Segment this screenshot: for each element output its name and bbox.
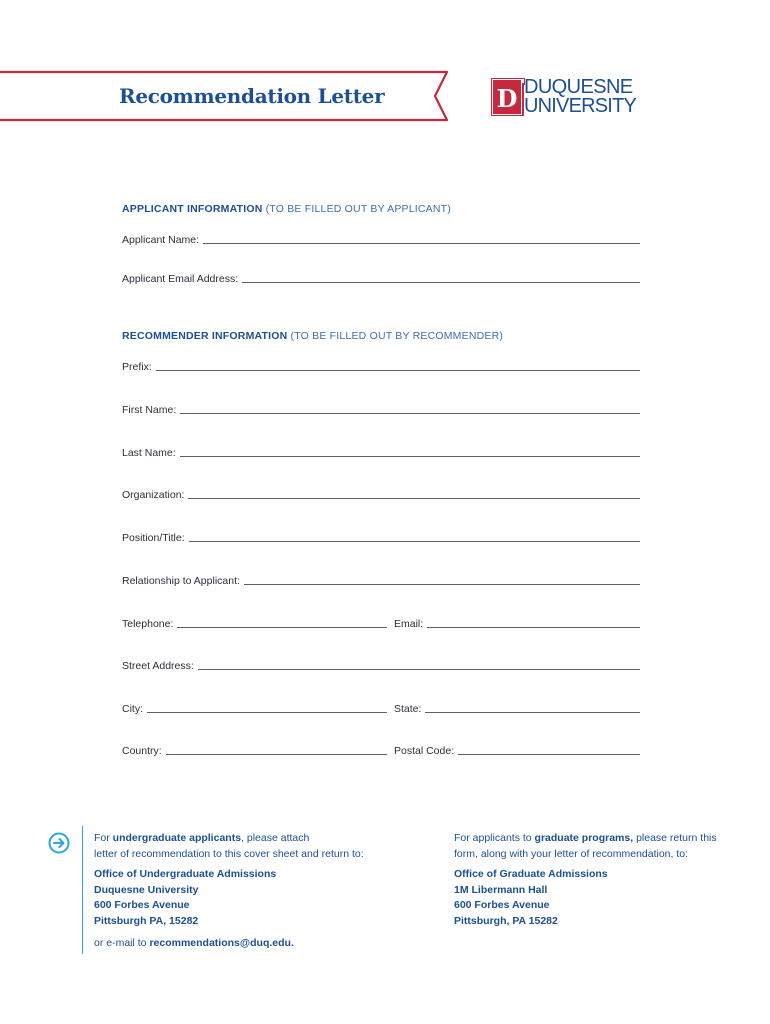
telephone-field[interactable] [122, 618, 387, 630]
street-address-label: Street Address: [122, 660, 194, 672]
position-title-field[interactable] [122, 532, 640, 544]
city-label: City: [122, 703, 143, 715]
undergrad-address-line: 600 Forbes Avenue [94, 899, 190, 911]
grad-instructions [454, 830, 717, 862]
country-line[interactable] [166, 753, 387, 755]
email-field[interactable] [394, 618, 640, 630]
undergrad-address-line: Duquesne University [94, 883, 199, 896]
last-name-line[interactable] [180, 455, 640, 457]
telephone-label: Telephone: [122, 618, 174, 630]
grad-text-line2: form, along with your letter of recommendation, to: [454, 848, 689, 860]
applicant-name-label: Applicant Name: [122, 234, 200, 246]
relationship-line[interactable] [244, 583, 640, 585]
recommender-heading-note: (TO BE FILLED OUT BY RECOMMENDER) [290, 330, 504, 342]
last-name-field[interactable] [122, 447, 640, 459]
city-field[interactable] [122, 703, 387, 715]
grad-text-post: please return this [633, 832, 717, 844]
arrow-right-circle-icon [48, 832, 70, 854]
recommender-heading-label: RECOMMENDER INFORMATION [122, 330, 288, 342]
email-line[interactable] [427, 626, 640, 628]
city-line[interactable] [147, 711, 387, 713]
undergrad-address [94, 867, 276, 929]
organization-label: Organization: [122, 489, 185, 501]
last-name-label: Last Name: [122, 447, 176, 459]
email-instruction [94, 935, 294, 951]
footer-divider [82, 826, 83, 954]
prefix-line[interactable] [156, 369, 640, 371]
undergrad-address-line: Office of Undergraduate Admissions [94, 868, 277, 880]
undergrad-text-pre: For [94, 832, 113, 844]
email-instruction-pre: or e-mail to [94, 937, 150, 949]
postal-code-line[interactable] [458, 753, 640, 755]
telephone-line[interactable] [177, 626, 387, 628]
applicant-email-label: Applicant Email Address: [122, 273, 239, 285]
applicant-name-line[interactable] [203, 242, 640, 244]
country-label: Country: [122, 745, 162, 757]
first-name-field[interactable] [122, 404, 640, 416]
undergrad-text-post: , please attach [241, 832, 310, 844]
postal-code-label: Postal Code: [394, 745, 455, 757]
position-title-label: Position/Title: [122, 532, 185, 544]
logo-name-line1: DUQUESNE [524, 76, 633, 98]
grad-address-line: Office of Graduate Admissions [454, 868, 608, 880]
relationship-field[interactable] [122, 575, 640, 587]
grad-address-line: 1M Libermann Hall [454, 883, 548, 896]
undergrad-address-line: Pittsburgh PA, 15282 [94, 914, 199, 927]
recommender-section-heading [122, 330, 503, 342]
undergrad-text-line2: letter of recommendation to this cover sheet and return to: [94, 848, 364, 860]
organization-field[interactable] [122, 489, 640, 501]
prefix-field[interactable] [122, 361, 640, 373]
applicant-email-line[interactable] [242, 281, 640, 283]
grad-address-line: 600 Forbes Avenue [454, 899, 550, 911]
state-label: State: [394, 703, 422, 715]
grad-address-line: Pittsburgh, PA 15282 [454, 914, 558, 927]
undergrad-instructions [94, 830, 364, 862]
applicant-name-field[interactable] [122, 234, 640, 246]
page-title: Recommendation Letter [119, 84, 385, 108]
grad-text-pre: For applicants to [454, 832, 535, 844]
relationship-label: Relationship to Applicant: [122, 575, 240, 587]
organization-line[interactable] [188, 497, 640, 499]
street-address-field[interactable] [122, 660, 640, 672]
svg-text:D: D [496, 84, 518, 113]
applicant-heading-label: APPLICANT INFORMATION [122, 203, 263, 215]
country-field[interactable] [122, 745, 387, 757]
state-line[interactable] [425, 711, 640, 713]
applicant-heading-note: (TO BE FILLED OUT BY APPLICANT) [265, 203, 451, 215]
applicant-section-heading [122, 203, 451, 215]
undergrad-text-bold: undergraduate applicants [112, 832, 242, 844]
first-name-line[interactable] [180, 412, 640, 414]
state-field[interactable] [394, 703, 640, 715]
prefix-label: Prefix: [122, 361, 152, 373]
recommendations-email-link[interactable]: recommendations@duq.edu. [149, 937, 294, 949]
email-label: Email: [394, 618, 424, 630]
position-title-line[interactable] [189, 540, 640, 542]
street-address-line[interactable] [198, 668, 640, 670]
postal-code-field[interactable] [394, 745, 640, 757]
first-name-label: First Name: [122, 404, 177, 416]
grad-text-bold: graduate programs, [534, 832, 634, 844]
applicant-email-field[interactable] [122, 273, 640, 285]
grad-address [454, 867, 608, 929]
logo-name-line2: UNIVERSITY [524, 95, 637, 117]
